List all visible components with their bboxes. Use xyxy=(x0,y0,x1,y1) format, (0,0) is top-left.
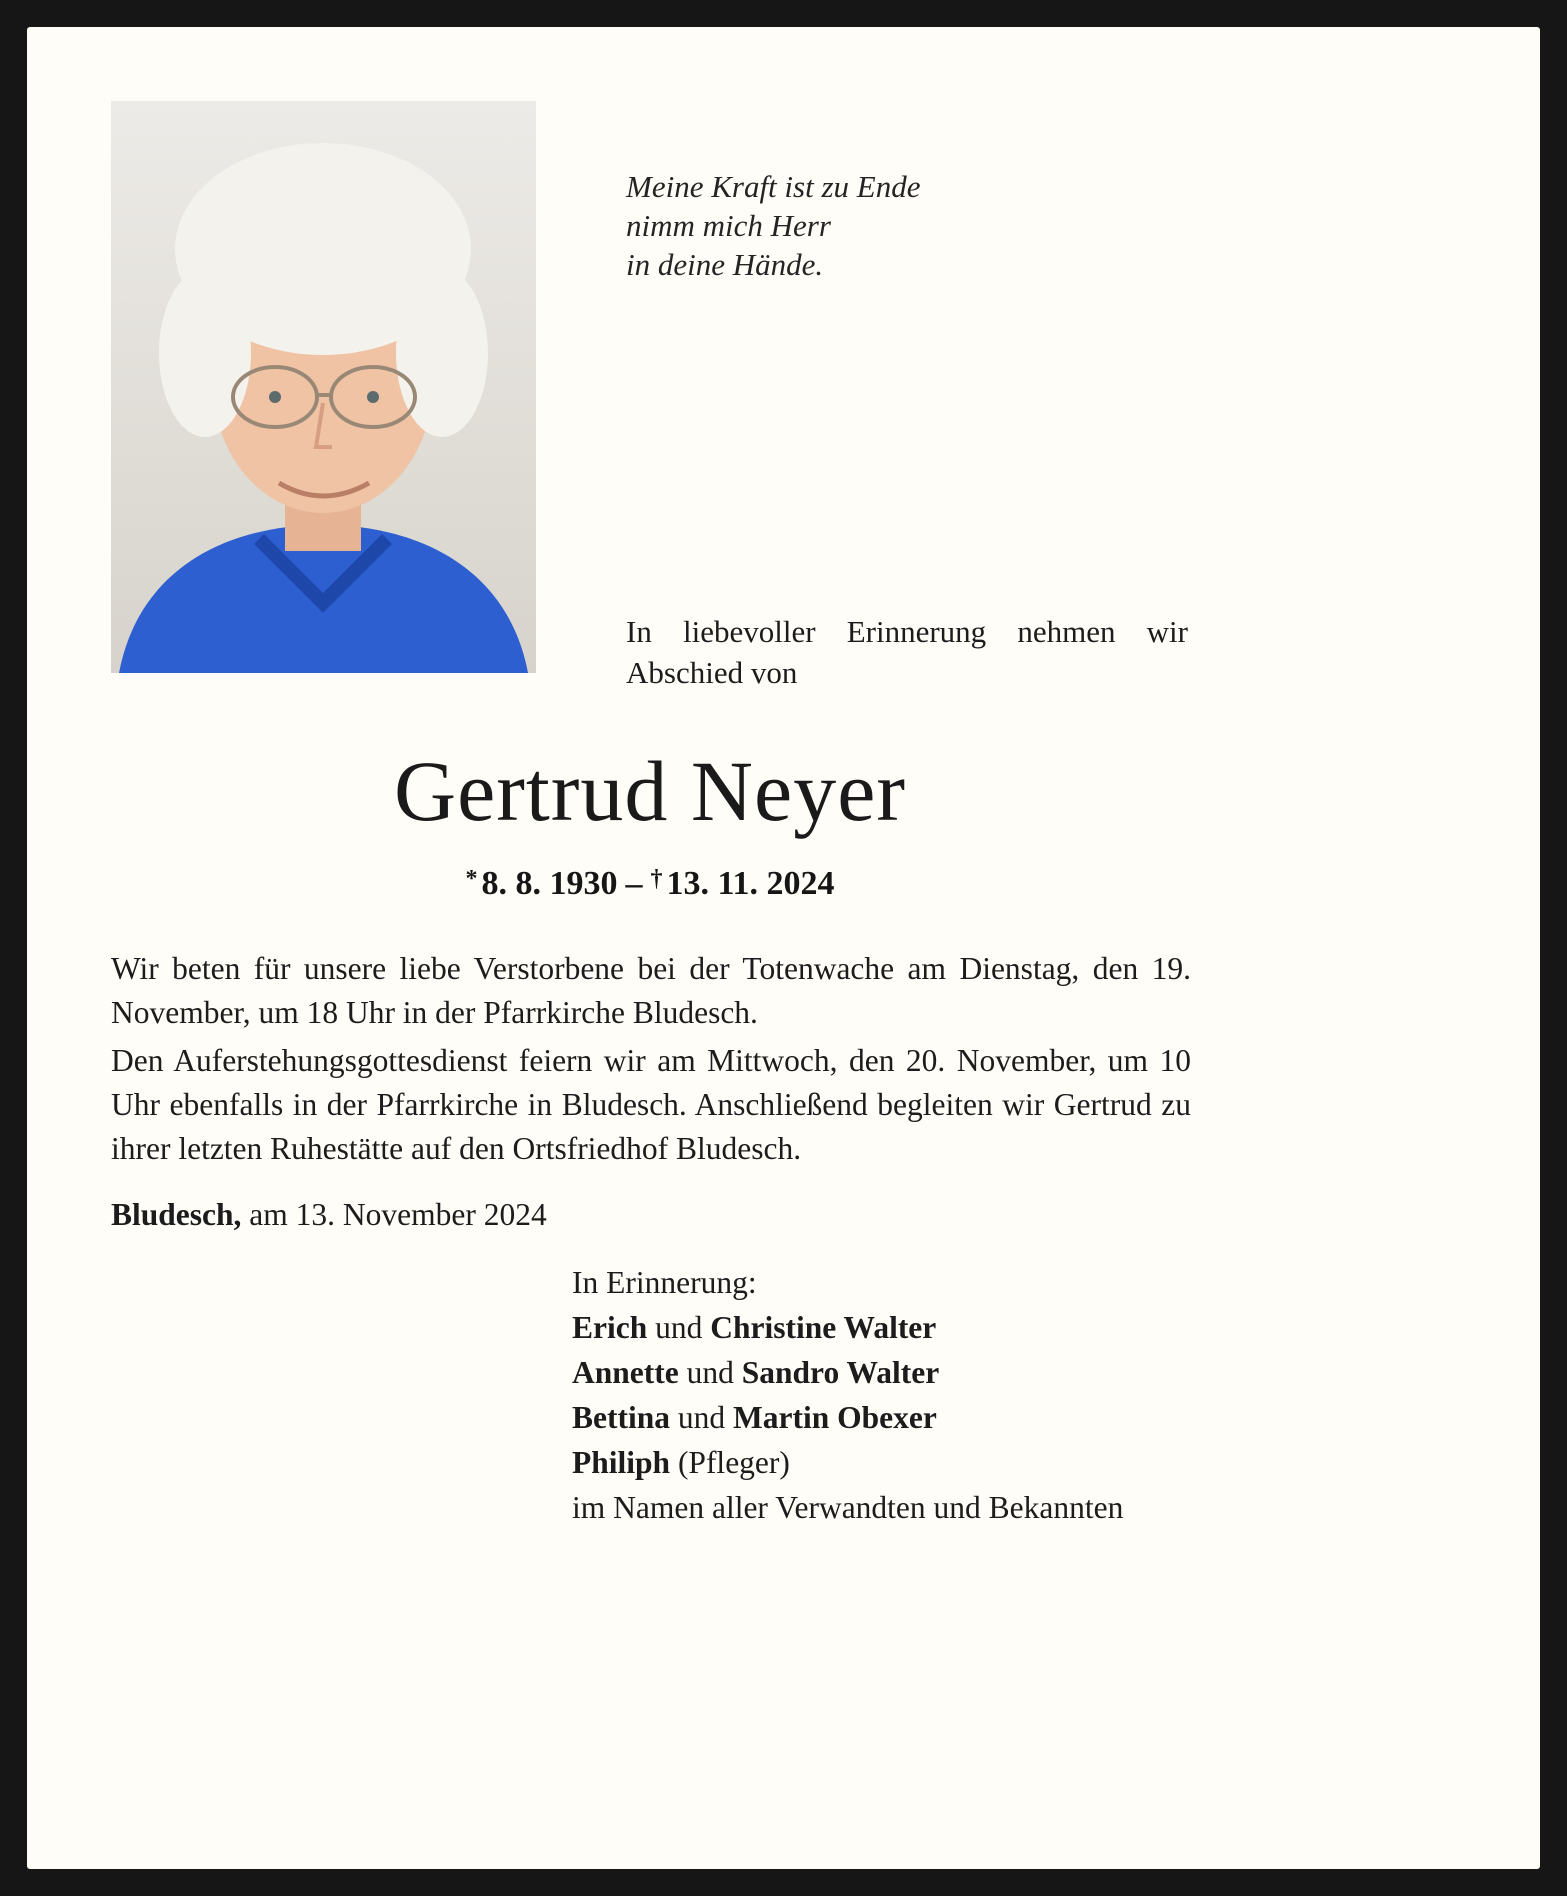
mourner-name: Bettina xyxy=(572,1400,670,1435)
mourner-role: (Pfleger) xyxy=(670,1445,790,1480)
wake-announcement: Wir beten für unsere liebe Verstorbene bei der Totenwache am Dienstag, den 19. November, um 18 Uhr in der Pfarrkirche Bludesch. xyxy=(111,951,1191,1030)
quote-line: in deine Hände. xyxy=(626,247,824,282)
mourner-name: Christine Walter xyxy=(710,1310,937,1345)
obituary-page xyxy=(27,27,1540,1869)
mourner-line xyxy=(572,1395,1212,1440)
mourner-line xyxy=(572,1305,1212,1350)
quote-line: nimm mich Herr xyxy=(626,208,831,243)
place-date-line xyxy=(111,1193,1191,1237)
mourner-name: Annette xyxy=(572,1355,679,1390)
death-symbol: † xyxy=(650,866,663,892)
death-date: 13. 11. 2024 xyxy=(666,865,835,902)
remembrance-heading: In Erinnerung: xyxy=(572,1265,757,1300)
mourner-name: Sandro Walter xyxy=(741,1355,940,1390)
mourner-connector: und xyxy=(678,1355,742,1390)
portrait-illustration xyxy=(111,101,536,673)
mourner-line xyxy=(572,1350,1212,1395)
dates-separator: – xyxy=(625,865,643,902)
closing-text: im Namen aller Verwandten und Bekannten xyxy=(572,1490,1124,1525)
mourner-connector: und xyxy=(647,1310,711,1345)
birth-symbol: * xyxy=(465,866,478,892)
quote-line: Meine Kraft ist zu Ende xyxy=(626,169,921,204)
life-dates xyxy=(111,859,1189,904)
birth-date: 8. 8. 1930 xyxy=(481,865,618,902)
date-text: am 13. November 2024 xyxy=(241,1197,547,1232)
mourner-closing-line xyxy=(572,1485,1212,1530)
deceased-name: Gertrud Neyer xyxy=(393,743,907,839)
mourner-name: Philiph xyxy=(572,1445,671,1480)
mourner-line xyxy=(572,1440,1212,1485)
farewell-text: In liebevoller Erinnerung nehmen wir Abschied von xyxy=(626,614,1188,690)
mourner-name: Martin Obexer xyxy=(733,1400,937,1435)
mourner-name: Erich xyxy=(572,1310,648,1345)
opening-quote xyxy=(626,167,1266,284)
portrait-photo xyxy=(111,101,536,673)
mourner-list xyxy=(572,1305,1212,1530)
mourner-connector: und xyxy=(670,1400,733,1435)
place-name: Bludesch, xyxy=(111,1197,242,1232)
funeral-announcement: Den Auferstehungsgottesdienst feiern wir am Mittwoch, den 20. November, um 10 Uhr ebenfalls in der Pfarrkirche in Bludesch. Anschließend begleiten wir Gertrud zu ihrer letzten Ruhestätte auf den Ortsfriedhof Bludesch. xyxy=(111,1043,1191,1166)
